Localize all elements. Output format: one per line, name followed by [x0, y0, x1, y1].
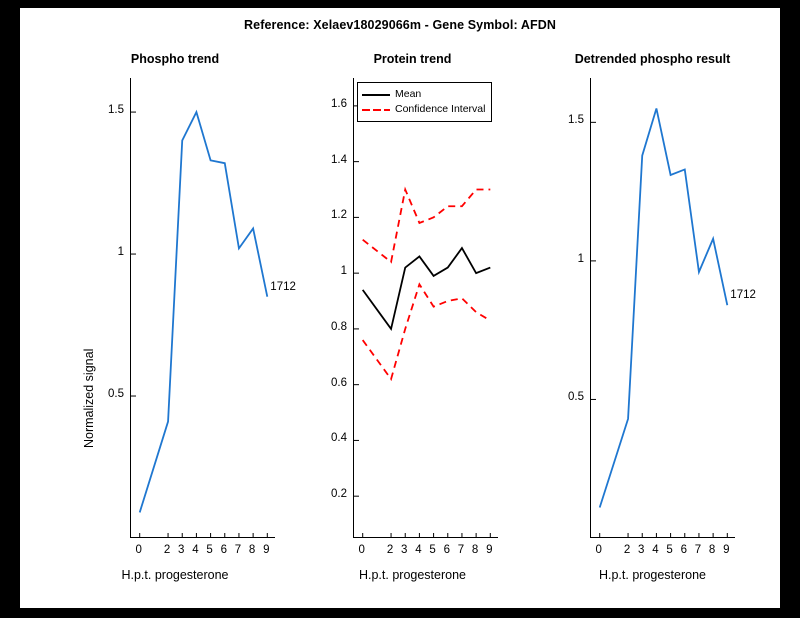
y-tick-label: 0.5	[108, 388, 124, 401]
x-tick-label: 2	[163, 544, 171, 556]
x-tick-label: 7	[457, 544, 465, 556]
x-tick-label: 7	[234, 544, 242, 556]
x-tick-label: 3	[178, 544, 185, 556]
y-tick-label: 1	[577, 252, 584, 265]
x-tick-label: 3	[638, 544, 645, 556]
panel-title-detrended: Detrended phospho result	[574, 52, 731, 66]
xaxis-label-phospho: H.p.t. progesterone	[121, 568, 229, 582]
x-tick-label: 2	[386, 544, 394, 556]
legend-label-mean: Mean	[395, 88, 422, 100]
y-tick-label: 0.6	[331, 376, 347, 389]
legend-label-ci: Confidence Interval	[395, 103, 486, 115]
y-tick-label: 1.4	[331, 153, 347, 166]
x-tick-label: 5	[429, 544, 436, 556]
x-tick-label: 6	[220, 544, 227, 556]
x-tick-label: 5	[666, 544, 673, 556]
chart-svg	[131, 78, 276, 538]
y-tick-label: 0.5	[568, 391, 584, 404]
x-tick-label: 2	[623, 544, 631, 556]
chart-svg	[591, 78, 736, 538]
x-tick-label: 8	[708, 544, 716, 556]
x-tick-label: 9	[723, 544, 730, 556]
y-tick-label: 0.8	[331, 320, 347, 333]
x-tick-label: 5	[206, 544, 213, 556]
y-tick-label: 1.5	[568, 114, 584, 127]
figure-canvas	[20, 8, 780, 608]
plot-area-protein	[353, 78, 498, 538]
series-line-upper-1	[363, 190, 491, 262]
x-tick-label: 7	[694, 544, 702, 556]
x-tick-label: 0	[358, 544, 365, 556]
y-tick-label: 1.5	[108, 104, 124, 117]
legend-item-mean	[362, 87, 485, 102]
x-tick-label: 9	[486, 544, 493, 556]
x-tick-label: 0	[135, 544, 142, 556]
x-tick-label: 4	[415, 544, 422, 556]
chart-svg	[354, 78, 499, 538]
y-tick-label: 1	[340, 265, 347, 278]
point-annotation: 1712	[730, 289, 756, 302]
panel-phospho-trend	[60, 48, 296, 582]
panel-title-protein: Protein trend	[373, 52, 452, 66]
x-tick-label: 8	[471, 544, 479, 556]
x-tick-label: 3	[401, 544, 408, 556]
xaxis-label-protein: H.p.t. progesterone	[358, 568, 466, 582]
y-tick-label: 1.6	[331, 97, 347, 110]
legend-swatch-ci	[362, 105, 390, 115]
x-tick-label: 8	[248, 544, 256, 556]
data-line	[140, 112, 268, 512]
series-line-0	[363, 248, 491, 329]
y-tick-label: 1.2	[331, 209, 347, 222]
panel-protein-trend	[305, 48, 520, 582]
x-tick-label: 4	[192, 544, 199, 556]
legend-swatch-mean	[362, 90, 390, 100]
x-tick-label: 6	[680, 544, 687, 556]
x-tick-label: 0	[595, 544, 602, 556]
series-line-lower-1	[363, 284, 491, 379]
x-tick-label: 6	[443, 544, 450, 556]
panel-title-phospho: Phospho trend	[130, 52, 220, 66]
y-tick-label: 0.4	[331, 432, 347, 445]
plot-area-detrended	[590, 78, 735, 538]
data-line	[600, 108, 728, 507]
plot-area-phospho	[130, 78, 275, 538]
point-annotation: 1712	[270, 280, 296, 293]
figure-title: Reference: Xelaev18029066m - Gene Symbol: AFDN	[244, 18, 556, 32]
xaxis-label-detrended: H.p.t. progesterone	[598, 568, 706, 582]
yaxis-label-phospho: Normalized signal	[82, 348, 96, 448]
legend-item-ci	[362, 102, 485, 117]
y-tick-label: 1	[117, 246, 124, 259]
legend-protein	[357, 82, 492, 122]
x-tick-label: 4	[652, 544, 659, 556]
panel-detrended-phospho	[535, 48, 770, 582]
x-tick-label: 9	[263, 544, 270, 556]
y-tick-label: 0.2	[331, 488, 347, 501]
